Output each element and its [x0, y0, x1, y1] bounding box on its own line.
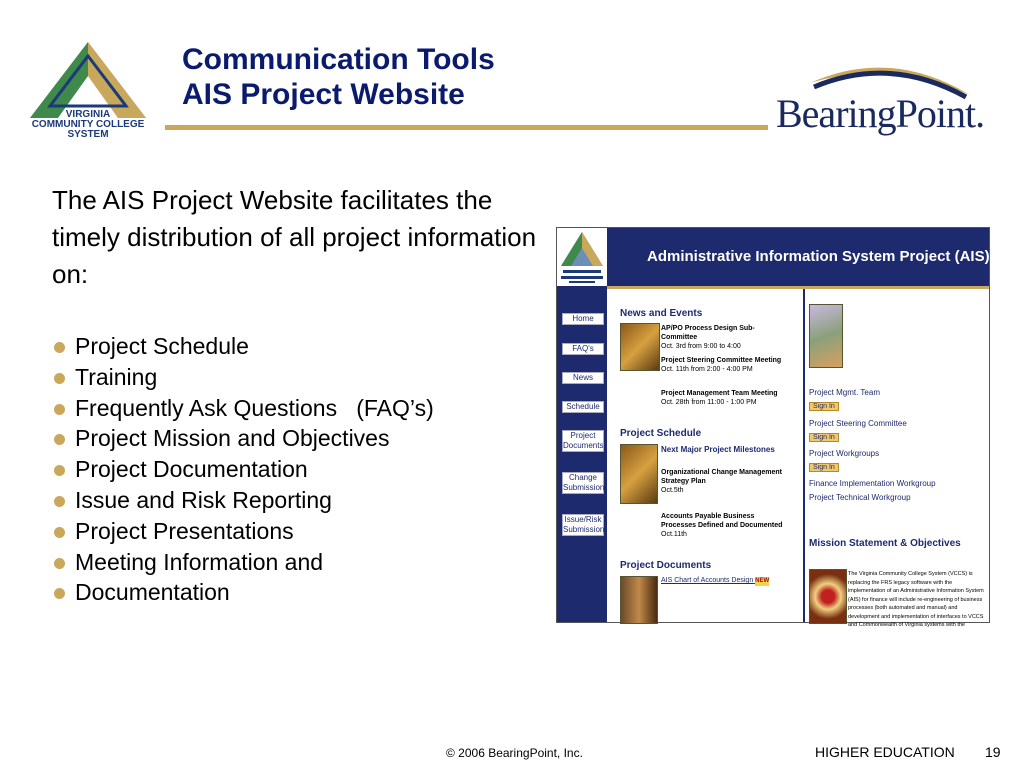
list-item: Meeting Information and	[52, 547, 434, 578]
documents-section-title: Project Documents	[620, 560, 712, 571]
documents-link: AIS Chart of Accounts Design NEW	[661, 577, 770, 584]
intro-paragraph: The AIS Project Website facilitates the timely distribution of all project information on:	[52, 185, 537, 289]
website-nav-documents: Project Documents	[563, 431, 604, 450]
website-nav-schedule: Schedule	[562, 401, 604, 413]
list-item: Project Presentations	[52, 516, 434, 547]
website-nav-faq: FAQ's	[562, 343, 604, 355]
bullet-dot-icon	[54, 496, 65, 507]
right-link-steering: Project Steering Committee	[809, 419, 907, 428]
vccs-mini-logo-icon	[557, 228, 607, 286]
website-sidebar	[557, 228, 607, 622]
slide-title	[182, 42, 495, 112]
website-column-divider	[803, 289, 805, 622]
list-item: Frequently Ask Questions (FAQ’s)	[52, 393, 434, 424]
website-header-rule	[607, 286, 989, 289]
right-link-technical: Project Technical Workgroup	[809, 493, 911, 502]
bullet-dot-icon	[54, 373, 65, 384]
news-image	[620, 323, 660, 371]
bullet-dot-icon	[54, 342, 65, 353]
schedule-item: Organizational Change Management Strategy Plan Oct.5th	[661, 469, 782, 494]
sign-in-badge: Sign In	[809, 463, 839, 472]
news-item: AP/PO Process Design Sub-Committee Oct. 3rd from 9:00 to 4:00	[661, 325, 755, 350]
team-image	[809, 304, 843, 368]
list-item: Training	[52, 362, 434, 393]
schedule-image	[620, 444, 658, 504]
bullet-list	[52, 331, 434, 608]
website-logo	[557, 228, 607, 286]
website-screenshot	[556, 227, 990, 628]
news-section-title: News and Events	[620, 308, 703, 319]
website-nav-issue: Issue/Risk Submission	[563, 515, 605, 534]
copyright-text: © 2006 BearingPoint, Inc.	[446, 746, 583, 760]
sign-in-badge: Sign In	[809, 402, 839, 411]
right-link-mgmt-team: Project Mgmt. Team	[809, 388, 880, 397]
website-nav-change: Change Submission	[563, 473, 605, 492]
bullet-dot-icon	[54, 588, 65, 599]
bullet-dot-icon	[54, 527, 65, 538]
bullet-dot-icon	[54, 465, 65, 476]
schedule-subtitle: Next Major Project Milestones	[661, 445, 775, 454]
documents-image	[620, 576, 658, 624]
title-line-2: AIS Project Website	[182, 78, 465, 111]
website-header: Administrative Information System Project (AIS)	[607, 228, 989, 286]
list-item: Issue and Risk Reporting	[52, 485, 434, 516]
mission-image	[809, 569, 847, 624]
title-rule	[165, 125, 768, 130]
vccs-logo-text: VIRGINIA COMMUNITY COLLEGE SYSTEM	[31, 109, 145, 140]
list-item: Project Documentation	[52, 454, 434, 485]
mission-text: The Virginia Community College System (VCCS) is replacing the FRS legacy software with the implementation of an Administrative Information System (AIS) for finance will include re-engineering of business processes (both automated and manual) and development and implementation of interfaces to VCCS and Commonwealth of Virginia systems with the	[848, 571, 984, 628]
list-item: Project Mission and Objectives	[52, 423, 434, 454]
schedule-section-title: Project Schedule	[620, 428, 702, 439]
news-item: Project Management Team Meeting Oct. 28th from 11:00 - 1:00 PM	[661, 390, 778, 406]
list-item: Documentation	[52, 577, 434, 608]
bullet-dot-icon	[54, 404, 65, 415]
right-link-finance: Finance Implementation Workgroup	[809, 479, 936, 488]
website-nav-news: News	[562, 372, 604, 384]
footer-label: HIGHER EDUCATION	[815, 744, 955, 760]
title-line-1: Communication Tools	[182, 43, 495, 76]
bullet-dot-icon	[54, 434, 65, 445]
page-number: 19	[985, 744, 1001, 760]
mission-section-title: Mission Statement & Objectives	[809, 538, 961, 549]
sign-in-badge: Sign In	[809, 433, 839, 442]
list-item: Project Schedule	[52, 331, 434, 362]
news-item: Project Steering Committee Meeting Oct. 11th from 2:00 - 4:00 PM	[661, 357, 782, 373]
schedule-item: Accounts Payable Business Processes Defined and Documented Oct.11th	[661, 513, 783, 538]
website-nav-home: Home	[562, 313, 604, 325]
right-link-workgroups: Project Workgroups	[809, 449, 880, 458]
bullet-dot-icon	[54, 558, 65, 569]
bearingpoint-logo: BearingPoint.	[776, 91, 985, 136]
